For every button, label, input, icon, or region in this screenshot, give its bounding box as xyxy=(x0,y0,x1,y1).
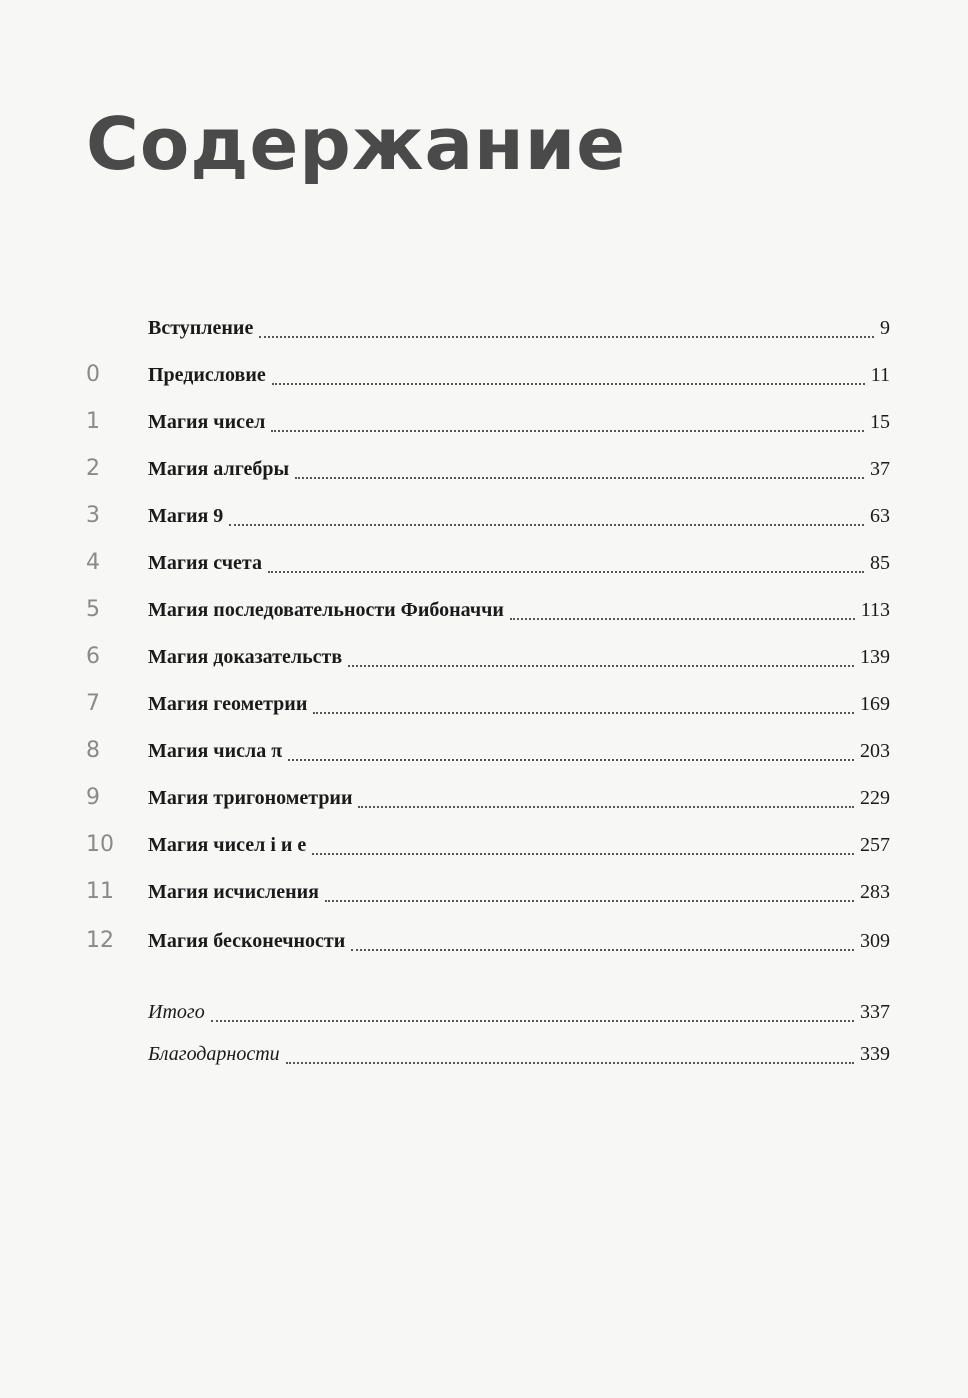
toc-back-matter-entry[interactable] xyxy=(0,1034,968,1074)
toc-entry[interactable] xyxy=(0,449,968,489)
toc-entry[interactable] xyxy=(0,543,968,583)
page-number: 85 xyxy=(870,552,890,574)
dot-leader xyxy=(351,949,854,951)
chapter-title: Магия доказательств xyxy=(148,646,343,668)
chapter-title: Магия алгебры xyxy=(148,458,290,480)
chapter-number: 1 xyxy=(86,409,100,434)
chapter-title: Магия бесконечности xyxy=(148,930,346,952)
toc-entry[interactable] xyxy=(0,872,968,912)
chapter-title: Магия исчисления xyxy=(148,881,319,903)
dot-leader xyxy=(295,477,864,479)
chapter-number: 12 xyxy=(86,928,114,953)
chapter-number: 9 xyxy=(86,785,100,810)
chapter-number: 7 xyxy=(86,691,100,716)
chapter-number: 11 xyxy=(86,879,114,904)
page-number: 63 xyxy=(870,505,890,527)
chapter-number: 8 xyxy=(86,738,100,763)
toc-entry[interactable] xyxy=(0,590,968,630)
chapter-number: 6 xyxy=(86,644,100,669)
toc-entry[interactable] xyxy=(0,637,968,677)
dot-leader xyxy=(348,665,854,667)
page-number: 139 xyxy=(860,646,890,668)
chapter-title: Магия геометрии xyxy=(148,693,308,715)
dot-leader xyxy=(312,853,854,855)
dot-leader xyxy=(229,524,864,526)
chapter-number: 4 xyxy=(86,550,100,575)
page-number: 113 xyxy=(860,599,890,621)
chapter-number: 10 xyxy=(86,832,114,857)
toc-entry[interactable] xyxy=(0,778,968,818)
chapter-title: Магия счета xyxy=(148,552,263,574)
dot-leader xyxy=(272,383,865,385)
chapter-title: Магия последовательности Фибоначчи xyxy=(148,599,504,621)
page-number: 257 xyxy=(860,834,890,856)
dot-leader xyxy=(211,1020,854,1022)
page-number: 15 xyxy=(870,411,890,433)
toc-entry[interactable] xyxy=(0,496,968,536)
page-title: Содержание xyxy=(86,102,627,186)
page-number: 11 xyxy=(870,364,890,386)
page-number: 37 xyxy=(870,458,890,480)
page-number: 169 xyxy=(860,693,890,715)
toc-entry[interactable] xyxy=(0,825,968,865)
chapter-title: Магия чисел i и e xyxy=(148,834,307,856)
back-matter-title: Благодарности xyxy=(148,1043,280,1065)
dot-leader xyxy=(271,430,864,432)
page-number: 229 xyxy=(860,787,890,809)
page-number: 339 xyxy=(860,1043,890,1065)
chapter-title: Магия числа π xyxy=(148,740,283,762)
chapter-title: Магия тригонометрии xyxy=(148,787,353,809)
page-number: 309 xyxy=(860,930,890,952)
chapter-title: Предисловие xyxy=(148,364,266,386)
chapter-number: 2 xyxy=(86,456,100,481)
page-number: 9 xyxy=(880,317,890,339)
dot-leader xyxy=(510,618,855,620)
dot-leader xyxy=(286,1062,854,1064)
chapter-number: 3 xyxy=(86,503,100,528)
toc-entry[interactable] xyxy=(0,921,968,961)
toc-entry[interactable] xyxy=(0,308,968,348)
dot-leader xyxy=(325,900,854,902)
chapter-number: 0 xyxy=(86,362,100,387)
dot-leader xyxy=(288,759,854,761)
page-number: 283 xyxy=(860,881,890,903)
dot-leader xyxy=(313,712,854,714)
dot-leader xyxy=(259,336,874,338)
toc-entry[interactable] xyxy=(0,684,968,724)
chapter-title: Вступление xyxy=(148,317,254,339)
page-number: 203 xyxy=(860,740,890,762)
dot-leader xyxy=(358,806,854,808)
chapter-number: 5 xyxy=(86,597,100,622)
back-matter-title: Итого xyxy=(148,1001,205,1023)
dot-leader xyxy=(268,571,864,573)
toc-back-matter-entry[interactable] xyxy=(0,992,968,1032)
chapter-title: Магия 9 xyxy=(148,505,224,527)
toc-entry[interactable] xyxy=(0,355,968,395)
toc-entry[interactable] xyxy=(0,402,968,442)
toc-entry[interactable] xyxy=(0,731,968,771)
chapter-title: Магия чисел xyxy=(148,411,266,433)
page-number: 337 xyxy=(860,1001,890,1023)
